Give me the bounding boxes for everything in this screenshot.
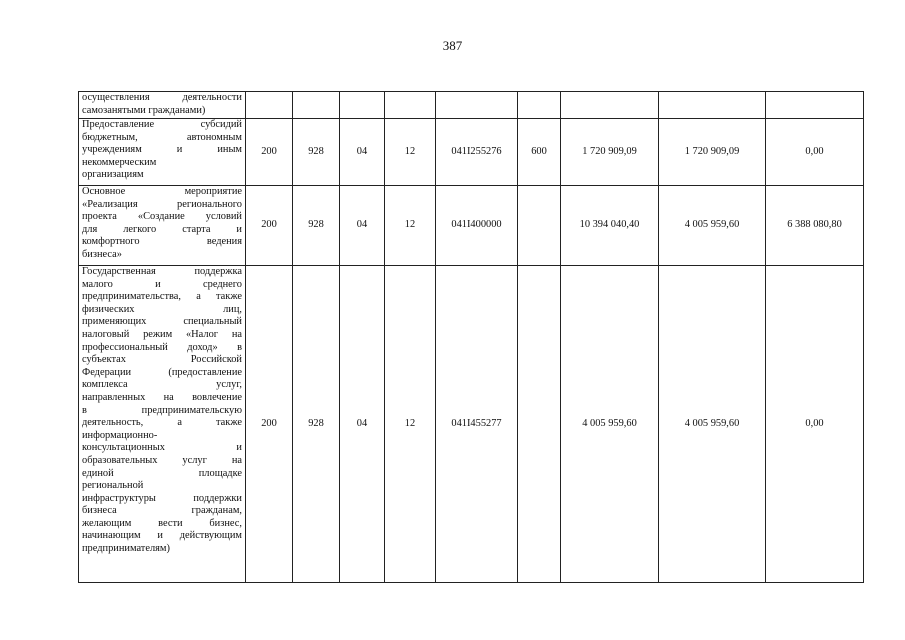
description-line: Предоставление субсидий [82, 119, 242, 130]
description-line: осуществления деятельности [82, 92, 242, 103]
description-line: информационно- [82, 429, 158, 441]
ministry-code-cell: 928 [293, 186, 340, 266]
subsection-cell [385, 92, 436, 119]
target-article-cell: 041I455277 [436, 266, 518, 583]
target-article-cell [436, 92, 518, 119]
target-article-cell: 041I400000 [436, 186, 518, 266]
description-line: самозанятыми гражданами) [82, 104, 206, 116]
description-line: профессиональный доход» в [82, 341, 242, 353]
description-line: региональной [82, 480, 144, 492]
total-amount-cell [561, 92, 659, 119]
target-article-cell: 041I255276 [436, 119, 518, 186]
description-cell [79, 92, 246, 119]
description-line: для легкого старта и [82, 223, 242, 235]
table-row [79, 119, 864, 186]
total-amount-cell: 1 720 909,09 [561, 119, 659, 186]
description-line: консультационных и [82, 442, 242, 454]
description-line: физических лиц, [82, 303, 242, 315]
table-row [79, 266, 864, 583]
amount-year-2-cell [659, 92, 766, 119]
expense-type-cell [518, 186, 561, 266]
description-line: малого и среднего [82, 278, 242, 290]
total-amount-cell: 10 394 040,40 [561, 186, 659, 266]
section-cell [340, 92, 385, 119]
table-row [79, 186, 864, 266]
description-line: в предпринимательскую [82, 404, 242, 416]
description-line: Государственная поддержка [82, 266, 242, 277]
amount-year-2-cell: 4 005 959,60 [659, 266, 766, 583]
description-line: налоговый режим «Налог на [82, 328, 242, 340]
description-line: предпринимателям) [82, 543, 170, 555]
subsection-cell: 12 [385, 119, 436, 186]
admin-code-cell: 200 [246, 266, 293, 583]
description-line: «Реализация регионального [82, 198, 242, 210]
description-cell [79, 266, 246, 583]
subsection-cell: 12 [385, 266, 436, 583]
amount-year-3-cell: 0,00 [766, 119, 864, 186]
description-line: направленных на вовлечение [82, 391, 242, 403]
description-cell [79, 119, 246, 186]
description-line: субъектах Российской [82, 354, 242, 366]
admin-code-cell: 200 [246, 186, 293, 266]
description-line: бюджетным, автономным [82, 131, 242, 143]
amount-year-3-cell [766, 92, 864, 119]
expense-type-cell [518, 266, 561, 583]
description-line: Основное мероприятие [82, 186, 242, 197]
budget-table [78, 91, 864, 583]
table-body [79, 92, 864, 583]
section-cell: 04 [340, 186, 385, 266]
amount-year-3-cell: 0,00 [766, 266, 864, 583]
section-cell: 04 [340, 119, 385, 186]
table-row [79, 92, 864, 119]
description-line: проекта «Создание условий [82, 211, 242, 223]
page-number: 387 [442, 38, 463, 53]
subsection-cell: 12 [385, 186, 436, 266]
description-line: бизнеса» [82, 248, 122, 260]
admin-code-cell: 200 [246, 119, 293, 186]
section-cell: 04 [340, 266, 385, 583]
description-line: образовательных услуг на [82, 454, 242, 466]
description-line: инфраструктуры поддержки [82, 492, 242, 504]
amount-year-2-cell: 4 005 959,60 [659, 186, 766, 266]
description-line: организациям [82, 169, 144, 181]
expense-type-cell: 600 [518, 119, 561, 186]
description-line: желающим вести бизнес, [82, 517, 242, 529]
amount-year-2-cell: 1 720 909,09 [659, 119, 766, 186]
description-line: бизнеса гражданам, [82, 505, 242, 517]
description-line: комфортного ведения [82, 236, 242, 248]
description-line: деятельность, а также [82, 417, 242, 429]
description-line: учреждениям и иным [82, 144, 242, 156]
amount-year-3-cell: 6 388 080,80 [766, 186, 864, 266]
ministry-code-cell [293, 92, 340, 119]
ministry-code-cell: 928 [293, 119, 340, 186]
description-line: начинающим и действующим [82, 530, 242, 542]
ministry-code-cell: 928 [293, 266, 340, 583]
description-line: применяющих специальный [82, 316, 242, 328]
description-line: комплекса услуг, [82, 379, 242, 391]
expense-type-cell [518, 92, 561, 119]
description-line: предпринимательства, а также [82, 291, 242, 303]
admin-code-cell [246, 92, 293, 119]
description-line: некоммерческим [82, 156, 157, 168]
description-line: единой площадке [82, 467, 242, 479]
total-amount-cell: 4 005 959,60 [561, 266, 659, 583]
description-line: Федерации (предоставление [82, 366, 242, 378]
description-cell [79, 186, 246, 266]
